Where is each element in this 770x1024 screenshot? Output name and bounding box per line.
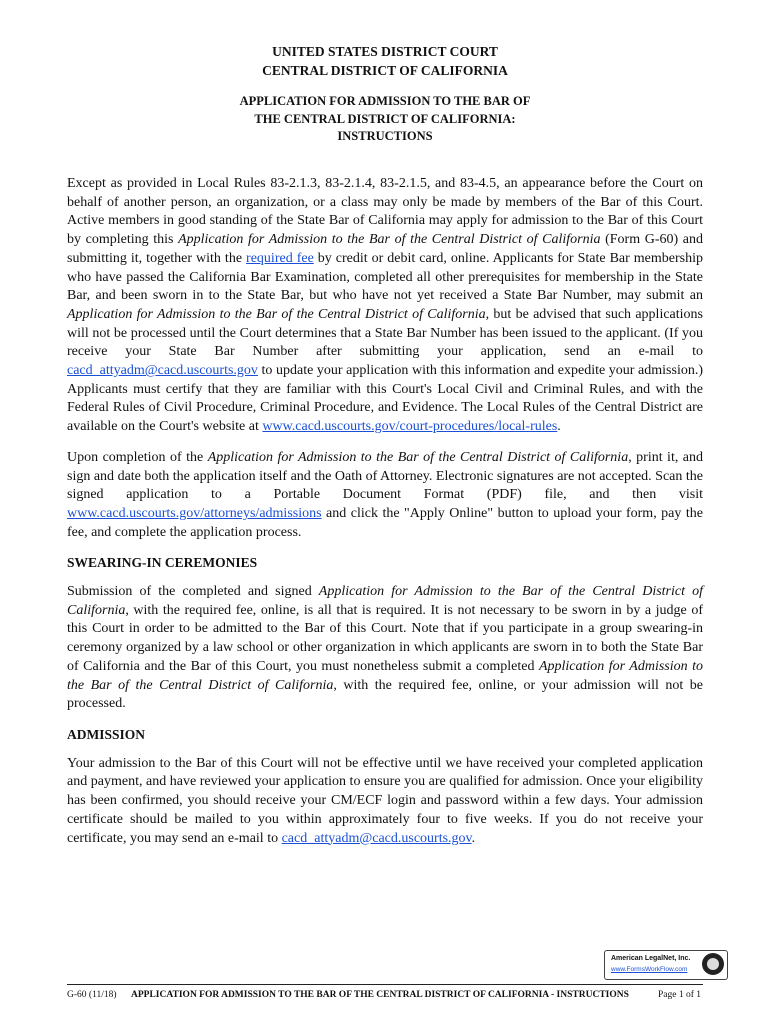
text-run: , print it, and sign and date both the application itself and the Oath of Attorney. Electronic signatures are not accepted. Scan the signed application to a Portable Document Format (PDF) file, and then visit: [67, 449, 703, 503]
admissions-email-link[interactable]: cacd_attyadm@cacd.uscourts.gov: [281, 830, 472, 846]
document-title: [0, 93, 770, 146]
page-number: Page 1 of 1: [657, 990, 701, 1000]
admission-heading: ADMISSION: [67, 726, 146, 742]
text-run: , but be advised that such applications will not be processed until the Court determines that a State Bar Number has been issued to the applicant. (If you receive your State Bar Number after submitting your application, send an e-mail to: [67, 306, 703, 360]
text-run: , with the required fee, online, or your admission will not be processed.: [67, 677, 703, 712]
logo-url-link[interactable]: www.FormsWorkFlow.com: [611, 966, 688, 973]
admission-paragraph: [67, 755, 703, 849]
form-code: G-60 (11/18): [67, 990, 117, 1000]
court-name-line2: CENTRAL DISTRICT OF CALIFORNIA: [262, 63, 508, 78]
text-run: by credit or debit card, online. Applicants for State Bar membership who have passed the California Bar Examination, completed all other prerequisites for membership in the State Bar, and been sworn in to the State Bar, but who have not yet received a State Bar Number, may submit an: [67, 250, 703, 304]
title-line1: APPLICATION FOR ADMISSION TO THE BAR OF: [239, 94, 531, 108]
intro-paragraph-1: [67, 175, 703, 437]
legalnet-logo: [604, 950, 728, 980]
swearing-in-heading: SWEARING-IN CEREMONIES: [67, 555, 258, 571]
text-run: and click the "Apply Online" button to upload your form, pay the fee, and complete the application process.: [67, 505, 703, 540]
form-title-italic: Application for Admission to the Bar of the Central District of California: [67, 306, 486, 322]
form-title-italic: Application for Admission to the Bar of the Central District of California: [207, 449, 629, 465]
footer-divider: [67, 984, 703, 985]
admissions-page-link[interactable]: www.cacd.uscourts.gov/attorneys/admissions: [67, 505, 322, 521]
form-title-italic: Application for Admission to the Bar of the Central District of California: [178, 232, 601, 248]
seal-icon: [702, 953, 724, 975]
text-run: to update your application with this information and expedite your admission.) Applicants must certify that they are familiar with this Court's Local Civil and Criminal Rules, and with the Federal Rules of Civil Procedure, Criminal Procedure, and Evidence. The Local Rules of the Central District are available on the Court's website at: [67, 363, 703, 435]
text-run: Except as provided in Local Rules 83-2.1.3, 83-2.1.4, 83-2.1.5, and 83-4.5, an appearance before the Court on behalf of another person, an organization, or a class may only be made by members of the Bar of this Court. Active members in good standing of the State Bar of California may apply for admission to the Bar of this Court by completing this: [67, 176, 703, 248]
local-rules-link[interactable]: www.cacd.uscourts.gov/court-procedures/local-rules: [262, 419, 558, 435]
text-run: Submission of the completed and signed: [67, 584, 319, 600]
form-title-italic: Application for Admission to the Bar of the Central District of California: [67, 658, 704, 693]
text-run: Your admission to the Bar of this Court will not be effective until we have received your completed application and payment, and have reviewed your application to ensure you are qualified for admission. Once your eligibility has been confirmed, you should receive your CM/ECF login and password within a few days. Your admission certificate should be mailed to you within approximately four to five weeks. If you do not receive your certificate, you may send an e-mail to: [67, 755, 703, 846]
text-run: , with the required fee, online, is all that is required. It is not necessary to be sworn in by a judge of this Court in order to be admitted to the Bar of this Court. Note that if you participate in a group swearing-in ceremony organized by a law school or other organization in which applicants are sworn in to both the State Bar of California and the Bar of this Court, you must nonetheless submit a completed: [67, 602, 703, 674]
swearing-in-paragraph: [67, 583, 703, 714]
court-heading: [0, 42, 770, 80]
court-name-line1: UNITED STATES DISTRICT COURT: [272, 44, 498, 59]
document-body: [67, 175, 703, 860]
title-line2: THE CENTRAL DISTRICT OF CALIFORNIA:: [254, 111, 516, 126]
admissions-email-link[interactable]: cacd_attyadm@cacd.uscourts.gov: [67, 363, 258, 379]
footer-title: APPLICATION FOR ADMISSION TO THE BAR OF THE CENTRAL DISTRICT OF CALIFORNIA - INSTRUCTIONS: [131, 990, 629, 1000]
text-run: (Form G-60) and submitting it, together with the: [67, 232, 704, 266]
intro-paragraph-2: [67, 449, 703, 543]
text-run: .: [471, 830, 476, 846]
required-fee-link[interactable]: required fee: [246, 250, 314, 266]
logo-company-name: American LegalNet, Inc.: [611, 955, 691, 962]
text-run: Upon completion of the: [67, 449, 208, 465]
form-title-italic: Application for Admission to the Bar of the Central District of California: [67, 584, 703, 618]
title-line3: INSTRUCTIONS: [337, 129, 433, 143]
text-run: .: [557, 419, 561, 435]
